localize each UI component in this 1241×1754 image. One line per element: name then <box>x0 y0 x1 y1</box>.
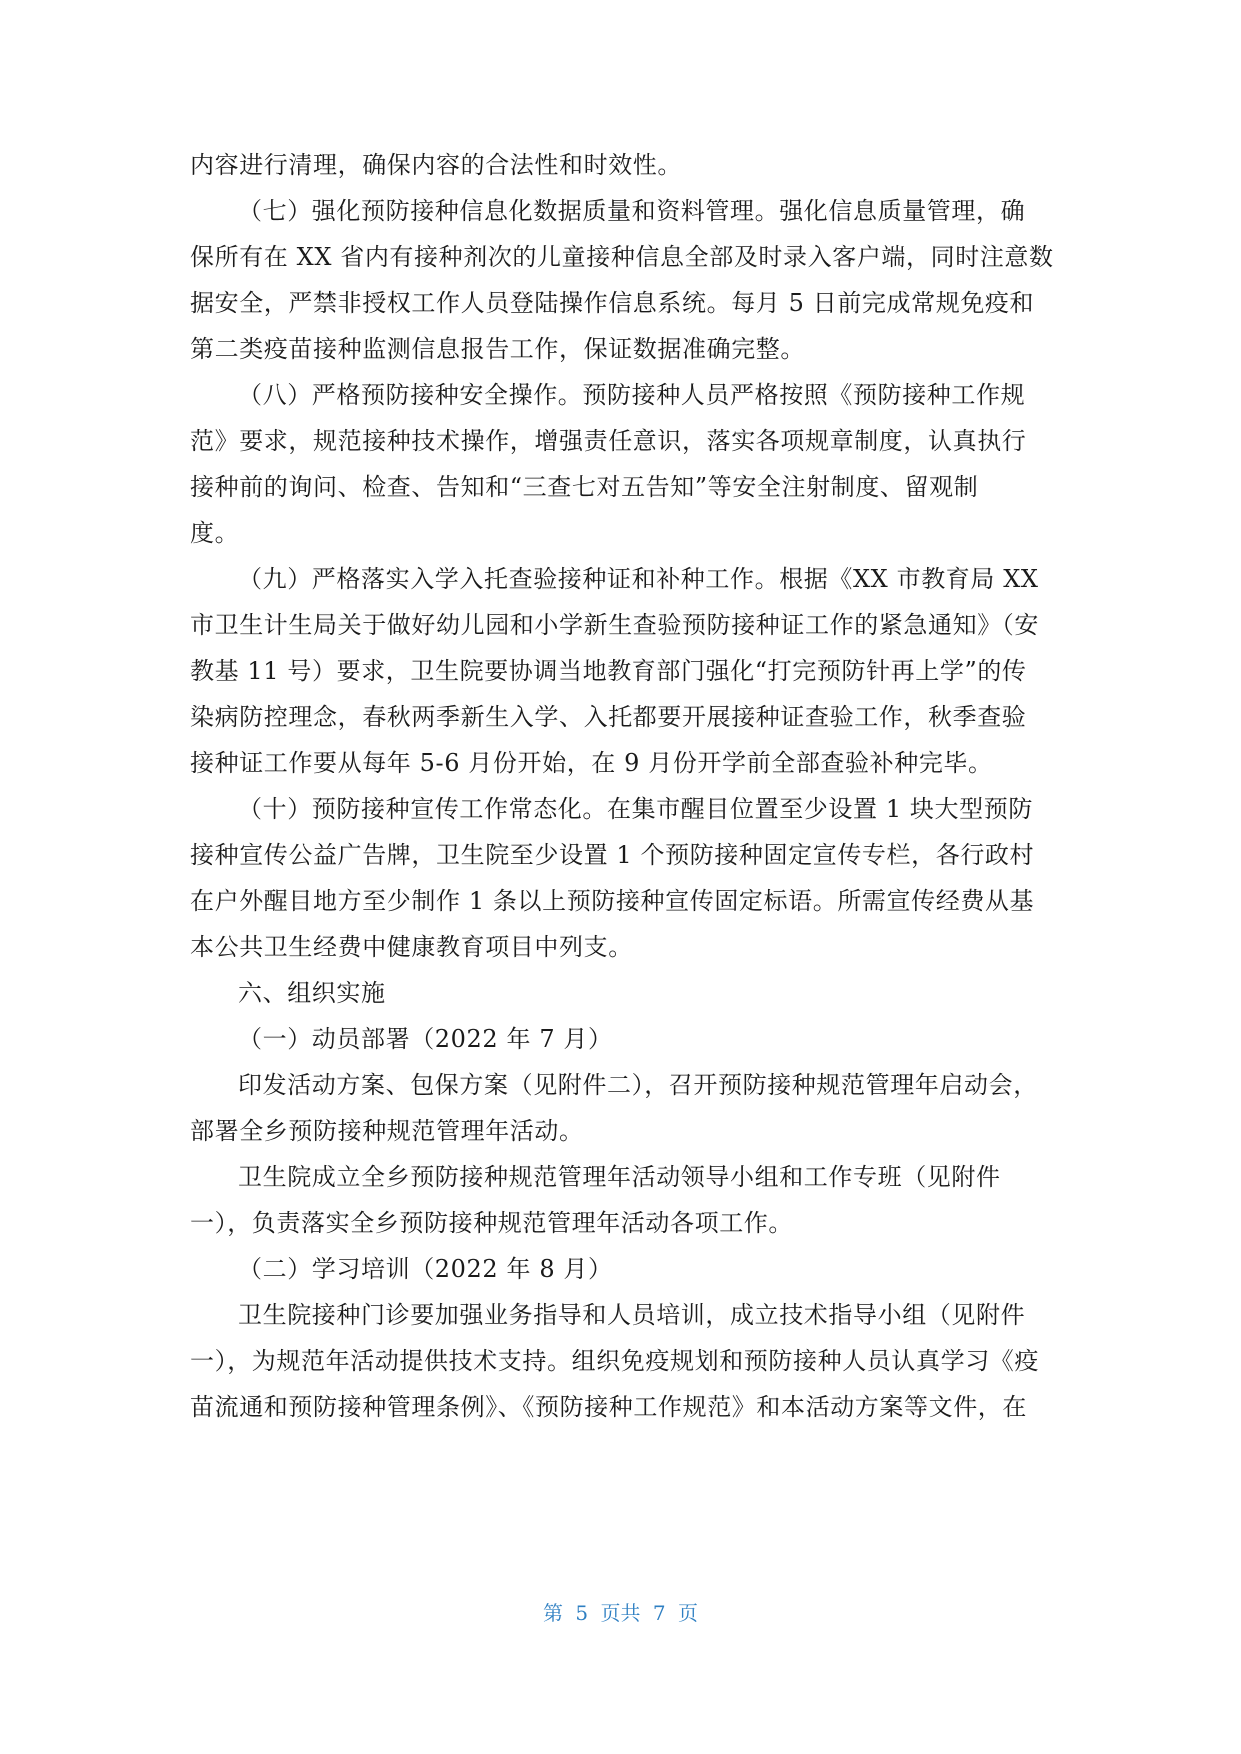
paragraph-line: 保所有在 XX 省内有接种剂次的儿童接种信息全部及时录入客户端，同时注意数 <box>190 243 1054 271</box>
paragraph-line: 部署全乡预防接种规范管理年活动。 <box>190 1117 584 1145</box>
paragraph-line: 染病防控理念，春秋两季新生入学、入托都要开展接种证查验工作，秋季查验 <box>190 703 1027 731</box>
paragraph-line: 苗流通和预防接种管理条例》、《预防接种工作规范》和本活动方案等文件，在 <box>190 1393 1027 1421</box>
paragraph-line: 卫生院接种门诊要加强业务指导和人员培训，成立技术指导小组（见附件 <box>238 1301 1026 1329</box>
subsection-heading: （一）动员部署（2022 年 7 月） <box>238 1025 613 1053</box>
paragraph-line: 接种证工作要从每年 5-6 月份开始，在 9 月份开学前全部查验补种完毕。 <box>190 749 993 777</box>
paragraph-line: （七）强化预防接种信息化数据质量和资料管理。强化信息质量管理，确 <box>238 197 1026 225</box>
footer-label-end: 页 <box>677 1601 698 1625</box>
paragraph-line: 教基 11 号）要求，卫生院要协调当地教育部门强化“打完预防针再上学”的传 <box>190 657 1027 685</box>
paragraph-line: 第二类疫苗接种监测信息报告工作，保证数据准确完整。 <box>190 335 805 363</box>
paragraph-line: （九）严格落实入学入托查验接种证和补种工作。根据《XX 市教育局 XX <box>238 565 1039 593</box>
paragraph-line: 据安全，严禁非授权工作人员登陆操作信息系统。每月 5 日前完成常规免疫和 <box>190 289 1035 317</box>
subsection-heading: （二）学习培训（2022 年 8 月） <box>238 1255 613 1283</box>
paragraph-line: （十）预防接种宣传工作常态化。在集市醒目位置至少设置 1 块大型预防 <box>238 795 1033 823</box>
paragraph-line: 本公共卫生经费中健康教育项目中列支。 <box>190 933 633 961</box>
paragraph-line: 接种宣传公益广告牌，卫生院至少设置 1 个预防接种固定宣传专栏，各行政村 <box>190 841 1035 869</box>
paragraph-line: 印发活动方案、包保方案（见附件二），召开预防接种规范管理年启动会， <box>238 1071 1038 1099</box>
paragraph-line: （八）严格预防接种安全操作。预防接种人员严格按照《预防接种工作规 <box>238 381 1026 409</box>
page-footer <box>0 1597 1241 1626</box>
paragraph-line: 一），为规范年活动提供技术支持。组织免疫规划和预防接种人员认真学习《疫 <box>190 1347 1039 1375</box>
paragraph-line: 卫生院成立全乡预防接种规范管理年活动领导小组和工作专班（见附件 <box>238 1163 1001 1191</box>
paragraph-line: 范》要求，规范接种技术操作，增强责任意识，落实各项规章制度，认真执行 <box>190 427 1027 455</box>
footer-total-pages: 7 <box>652 1601 666 1625</box>
footer-label-of: 页共 <box>600 1601 641 1625</box>
paragraph-line: 一），负责落实全乡预防接种规范管理年活动各项工作。 <box>190 1209 793 1237</box>
paragraph-line: 在户外醒目地方至少制作 1 条以上预防接种宣传固定标语。所需宣传经费从基 <box>190 887 1035 915</box>
paragraph-line: 市卫生计生局关于做好幼儿园和小学新生查验预防接种证工作的紧急通知》（安 <box>190 611 1039 639</box>
footer-current-page: 5 <box>575 1601 589 1625</box>
paragraph-line: 接种前的询问、检查、告知和“三查七对五告知”等安全注射制度、留观制 <box>190 473 979 501</box>
paragraph-line: 内容进行清理，确保内容的合法性和时效性。 <box>190 151 682 179</box>
footer-label-page: 第 <box>543 1601 564 1625</box>
section-heading: 六、组织实施 <box>238 979 386 1007</box>
paragraph-line: 度。 <box>190 519 240 547</box>
